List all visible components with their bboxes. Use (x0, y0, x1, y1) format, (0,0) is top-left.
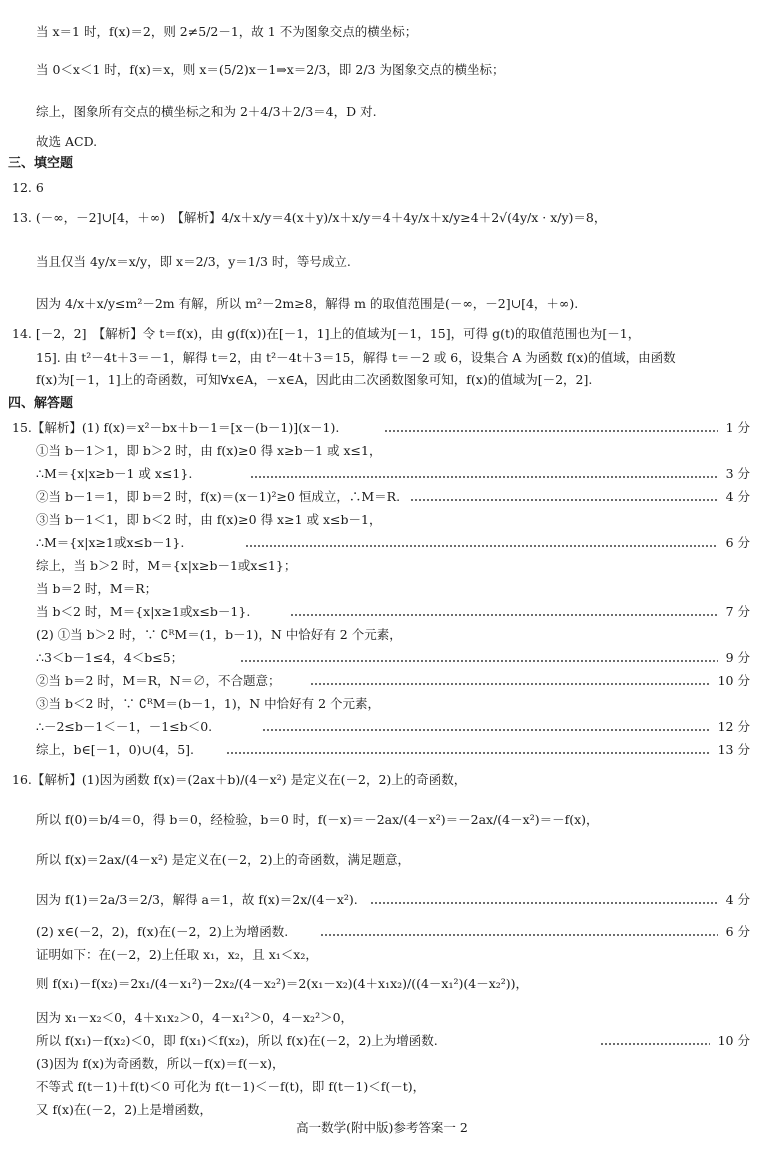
line-text: 因为 f(1)＝2a/3＝2/3，解得 a＝1，故 f(x)＝2x/(4－x²). (36, 892, 358, 907)
line-text: 12. 6 (12, 180, 44, 195)
line-text: 所以 f(x)＝2ax/(4－x²) 是定义在(－2，2)上的奇函数，满足题意， (36, 852, 410, 867)
line-text: 15.【解析】(1) f(x)＝x²－bx＋b－1＝[x－(b－1)](x－1). (12, 420, 340, 435)
heading-text: 三、填空题 (8, 156, 74, 171)
line-text: ∴3＜b－1≤4，4＜b≤5； (36, 650, 184, 665)
score-points: 1 分 (725, 420, 750, 435)
line-text: f(x)为[－1，1]上的奇函数，可知∀x∈A，－x∈A，因此由二次函数图象可知，f(x)的值域为[－2，2]. (36, 372, 593, 387)
dot-leader (370, 892, 718, 908)
line-text: 13. (－∞，－2]∪[4，＋∞) 【解析】4/x＋x/y＝4(x＋y)/x＋x/y＝4＋4y/x＋x/y≥4＋2√(4y/x · x/y)＝8， (12, 210, 607, 225)
dot-leader (245, 535, 718, 551)
line-text: 当 x＝1 时，f(x)＝2，则 2≠5/2－1，故 1 不为图象交点的横坐标； (36, 24, 418, 39)
line-text: 因为 x₁－x₂＜0，4＋x₁x₂＞0，4－x₁²＞0，4－x₂²＞0， (36, 1010, 354, 1025)
line-text: 不等式 f(t－1)＋f(t)＜0 可化为 f(t－1)＜－f(t)，即 f(t－1)＜f(－t)， (36, 1079, 426, 1094)
line-text: (2) x∈(－2，2)，f(x)在(－2，2)上为增函数. (36, 924, 289, 939)
line-text: 则 f(x₁)－f(x₂)＝2x₁/(4－x₁²)－2x₂/(4－x₂²)＝2(x₁－x₂)(4＋x₁x₂)/((4－x₁²)(4－x₂²))， (36, 976, 529, 991)
heading-text: 四、解答题 (8, 396, 74, 411)
dot-leader (290, 604, 718, 620)
score-points: 9 分 (725, 650, 750, 665)
line-text: 综上，图象所有交点的横坐标之和为 2＋4/3＋2/3＝4，D 对. (36, 104, 377, 119)
score-points: 4 分 (725, 892, 750, 907)
score-points: 12 分 (717, 719, 750, 734)
dot-leader (384, 420, 718, 436)
line-text: 14. [－2，2] 【解析】令 t＝f(x)，由 g(f(x))在[－1，1]上的值域为[－1，15]，可得 g(t)的取值范围也为[－1， (12, 326, 641, 341)
score-points: 10 分 (717, 1033, 750, 1048)
dot-leader (410, 489, 718, 505)
dot-leader (250, 466, 718, 482)
score-points: 6 分 (725, 924, 750, 939)
line-text: 所以 f(x₁)－f(x₂)＜0，即 f(x₁)＜f(x₂)，所以 f(x)在(－2，2)上为增函数. (36, 1033, 438, 1048)
score-points: 10 分 (717, 673, 750, 688)
line-text: 所以 f(0)＝b/4＝0，得 b＝0，经检验，b＝0 时，f(－x)＝－2ax/(4－x²)＝－2ax/(4－x²)＝－f(x)， (36, 812, 599, 827)
score-points: 6 分 (725, 535, 750, 550)
score-points: 3 分 (725, 466, 750, 481)
line-text: 16.【解析】(1)因为函数 f(x)＝(2ax＋b)/(4－x²) 是定义在(－2，2)上的奇函数， (12, 772, 467, 787)
line-text: 因为 4/x＋x/y≤m²－2m 有解，所以 m²－2m≥8，解得 m 的取值范围是(－∞，－2]∪[4，＋∞). (36, 296, 579, 311)
line-text: 故选 ACD. (36, 134, 98, 149)
line-text: (2) ①当 b＞2 时，∵ ∁ᴿM＝(1，b－1)，N 中恰好有 2 个元素， (36, 627, 402, 642)
line-text: ③当 b－1＜1，即 b＜2 时，由 f(x)≥0 得 x≥1 或 x≤b－1， (36, 512, 382, 527)
line-text: ∴－2≤b－1＜－1，－1≤b＜0. (36, 719, 213, 734)
line-text: 证明如下：在(－2，2)上任取 x₁，x₂，且 x₁＜x₂， (36, 947, 318, 962)
line-text: 当 b＝2 时，M＝R； (36, 581, 158, 596)
line-text: ∴M＝{x|x≥1或x≤b－1}. (36, 535, 185, 550)
dot-leader (600, 1033, 710, 1049)
score-points: 4 分 (725, 489, 750, 504)
dot-leader (320, 924, 718, 940)
line-text: ②当 b－1＝1，即 b＝2 时，f(x)＝(x－1)²≥0 恒成立，∴M＝R. (36, 489, 401, 504)
line-text: ③当 b＜2 时，∵ ∁ᴿM＝(b－1，1)，N 中恰好有 2 个元素， (36, 696, 381, 711)
score-points: 7 分 (725, 604, 750, 619)
score-points: 13 分 (717, 742, 750, 757)
line-text: ∴M＝{x|x≥b－1 或 x≤1}. (36, 466, 193, 481)
line-text: (3)因为 f(x)为奇函数，所以－f(x)＝f(－x)， (36, 1056, 285, 1071)
line-text: ①当 b－1＞1，即 b＞2 时，由 f(x)≥0 得 x≥b－1 或 x≤1， (36, 443, 382, 458)
dot-leader (310, 673, 710, 689)
dot-leader (240, 650, 718, 666)
line-text: ②当 b＝2 时，M＝R，N＝∅，不合题意； (36, 673, 281, 688)
line-text: 当且仅当 4y/x＝x/y，即 x＝2/3，y＝1/3 时，等号成立. (36, 254, 351, 269)
dot-leader (226, 742, 710, 758)
line-text: 综上，b∈[－1，0)∪(4，5]. (36, 742, 195, 757)
line-text: 当 b＜2 时，M＝{x|x≥1或x≤b－1}. (36, 604, 251, 619)
line-text: 又 f(x)在(－2，2)上是增函数， (36, 1102, 213, 1117)
line-text: 15]. 由 t²－4t＋3＝－1，解得 t＝2，由 t²－4t＋3＝15，解得 t＝－2 或 6，设集合 A 为函数 f(x)的值域，由函数 (36, 350, 676, 365)
line-text: 综上，当 b＞2 时，M＝{x|x≥b－1或x≤1}； (36, 558, 297, 573)
page-footer: 高一数学(附中版)参考答案一 2 (296, 1120, 468, 1135)
dot-leader (262, 719, 710, 735)
line-text: 当 0＜x＜1 时，f(x)＝x，则 x＝(5/2)x－1⇒x＝2/3，即 2/3 为图象交点的横坐标； (36, 62, 505, 77)
